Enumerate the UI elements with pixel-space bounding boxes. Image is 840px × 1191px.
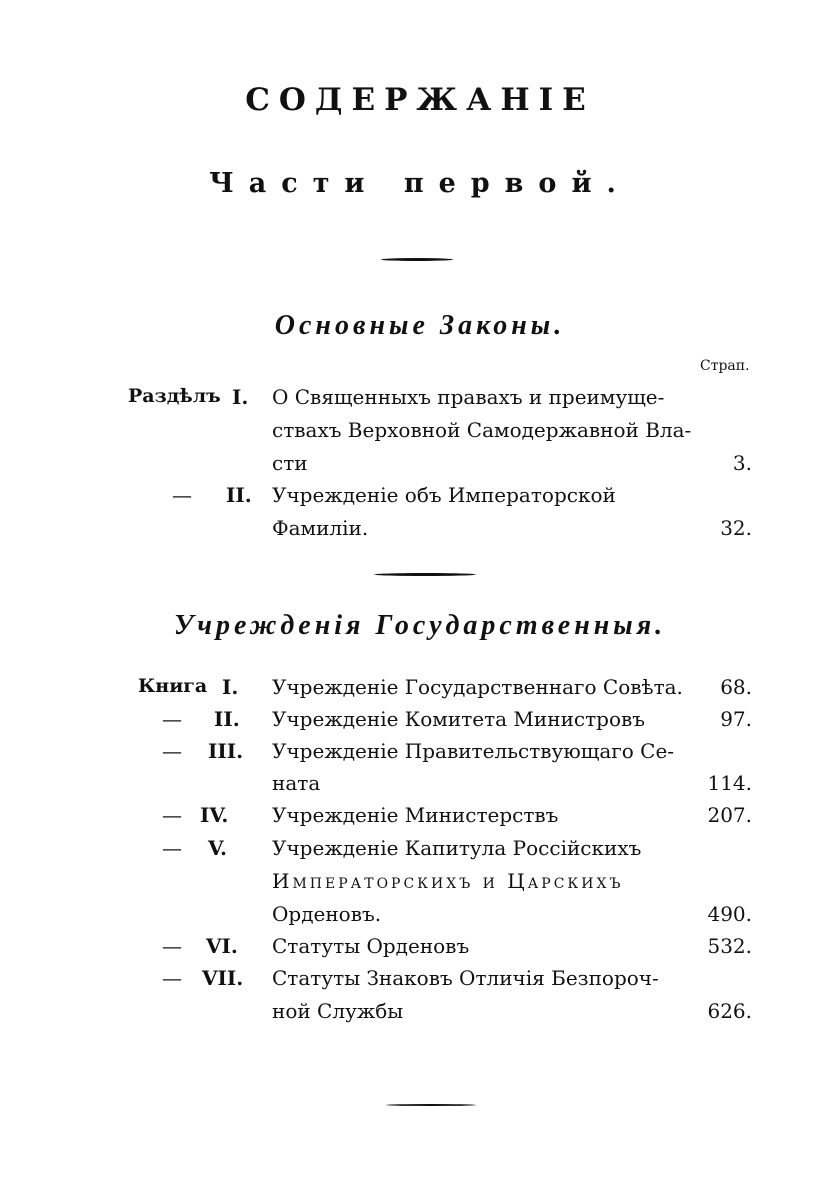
- entry-number: I.: [222, 675, 239, 699]
- entry-text-line: ной Службы: [272, 999, 404, 1023]
- section-title-state-institutions: Учрежденія Государственныя.: [173, 610, 667, 641]
- entry-text-line: Орденовъ.: [272, 902, 382, 926]
- entry-text-line: Статуты Знаковъ Отличія Безпороч-: [272, 966, 659, 990]
- entry-number: VII.: [202, 966, 244, 990]
- entry-text-line: Императорскихъ и Царскихъ: [272, 869, 624, 893]
- entry-text-line: О Священныхъ правахъ и преимуще-: [272, 385, 665, 409]
- divider-2: [374, 573, 476, 576]
- entry-number: I.: [232, 385, 249, 409]
- entry-page: 32.: [720, 516, 752, 540]
- entry-text-line: ствахъ Верховной Самодержавной Вла-: [272, 418, 692, 442]
- entry-dash: —: [162, 836, 182, 860]
- entry-page: 3.: [732, 451, 752, 475]
- entry-text-line: сти: [272, 451, 308, 475]
- entry-text-line: Учрежденіе Министерствъ: [272, 803, 559, 827]
- page-subtitle: Части первой.: [209, 168, 631, 199]
- entry-page: 207.: [707, 803, 752, 827]
- section-title-basic-laws: Основные Законы.: [274, 310, 566, 341]
- entry-dash: —: [162, 739, 182, 763]
- entry-page: 490.: [707, 902, 752, 926]
- entry-text: Учрежденіе Капитула Россійскихъ: [272, 836, 642, 860]
- entry-dash: —: [162, 707, 182, 731]
- page-column-label: Страп.: [700, 358, 750, 374]
- entry-dash: —: [172, 483, 192, 507]
- entry-text-line: [272, 836, 668, 860]
- entry-page: 97.: [720, 707, 752, 731]
- entry-text-line: Статуты Орденовъ: [272, 934, 470, 958]
- entry-number: II.: [214, 707, 240, 731]
- entry-dash: —: [162, 803, 182, 827]
- entry-label: Раздѣлъ: [128, 385, 221, 407]
- entry-label: Книга: [138, 675, 208, 697]
- entry-text-line: ната: [272, 771, 321, 795]
- entry-number: III.: [208, 739, 244, 763]
- entry-text-line: Учрежденіе Комитета Министровъ: [272, 707, 645, 731]
- entry-number: V.: [208, 836, 227, 860]
- page-title: СОДЕРЖАНІЕ: [245, 82, 595, 118]
- entry-page: 68.: [720, 675, 752, 699]
- entry-page: 626.: [707, 999, 752, 1023]
- entry-text-line: Учрежденіе объ Императорской: [272, 483, 616, 507]
- divider-end: [386, 1104, 476, 1106]
- entry-dash: —: [162, 934, 182, 958]
- entry-text-line: Фамиліи.: [272, 516, 369, 540]
- entry-number: VI.: [206, 934, 238, 958]
- entry-text-line: Учрежденіе Государственнаго Совѣта.: [272, 675, 683, 699]
- entry-dash: —: [162, 966, 182, 990]
- entry-text-line: Учрежденіе Правительствующаго Се-: [272, 739, 675, 763]
- entry-number: II.: [226, 483, 252, 507]
- entry-number: IV.: [200, 803, 229, 827]
- divider-1: [381, 258, 453, 261]
- entry-page: 532.: [707, 934, 752, 958]
- entry-page: 114.: [707, 771, 752, 795]
